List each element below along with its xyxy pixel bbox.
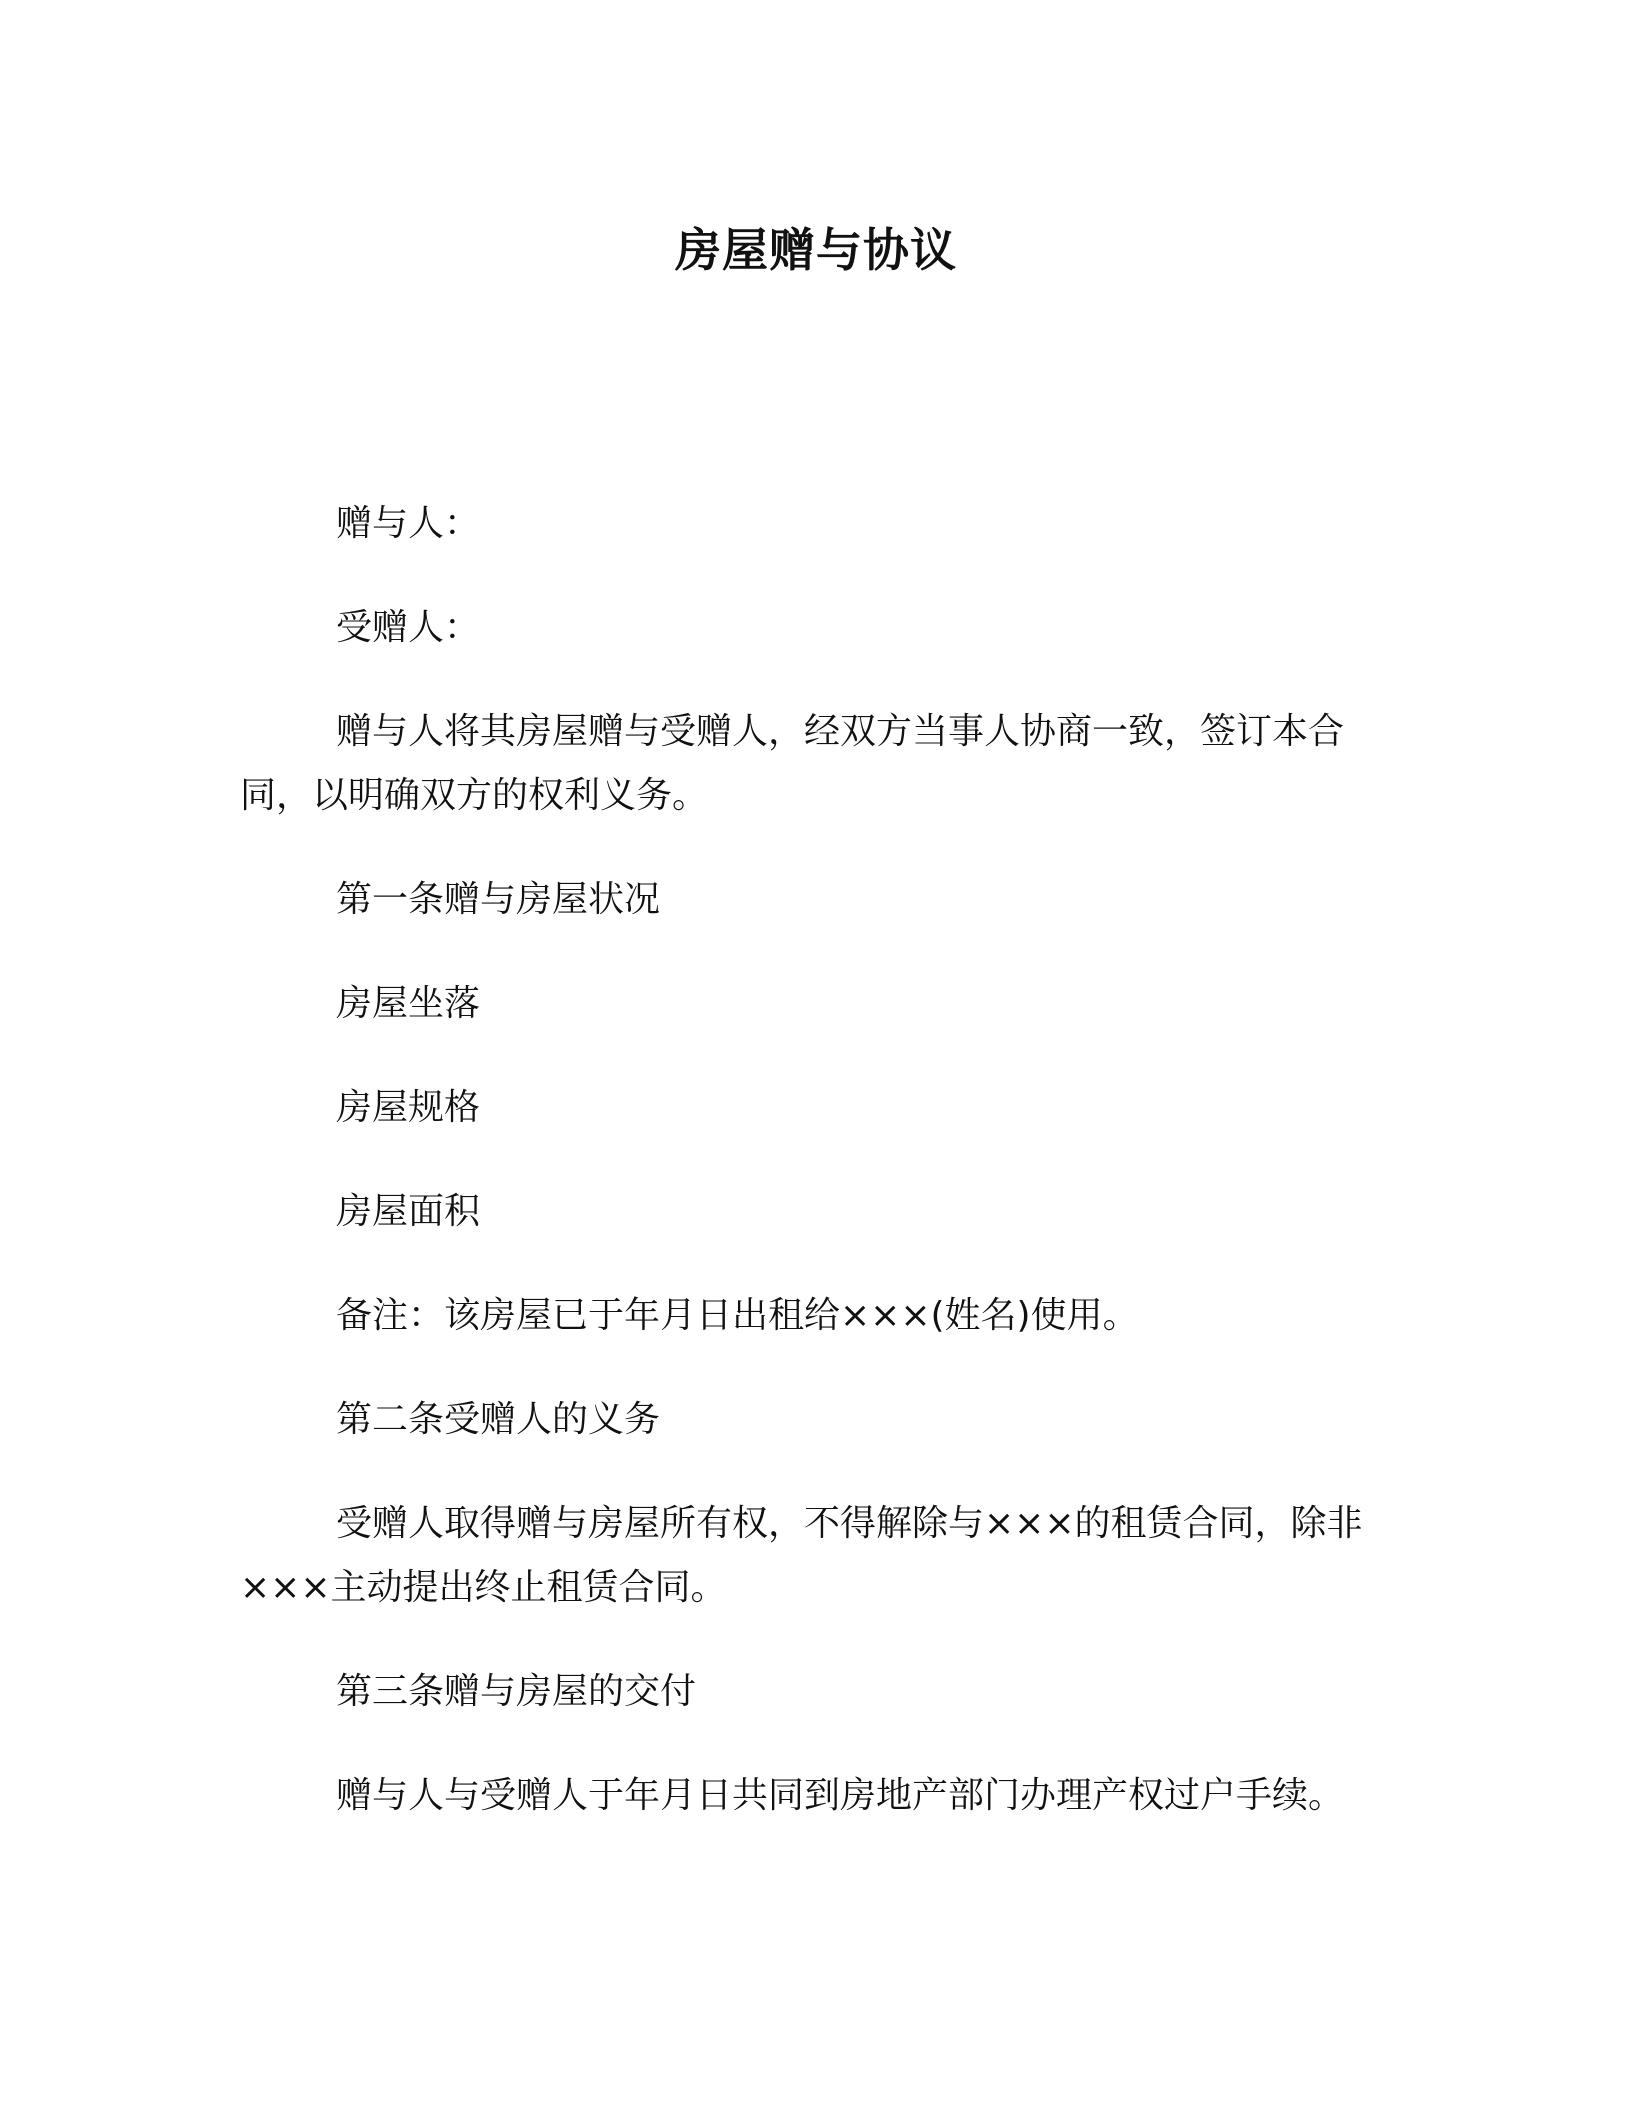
house-area-line: 房屋面积 (336, 1191, 481, 1232)
article-3-paragraph: 赠与人与受赠人于年月日共同到房地产部门办理产权过户手续。 (336, 1775, 1345, 1816)
donee-line: 受赠人： (336, 607, 481, 648)
house-location-line: 房屋坐落 (336, 983, 481, 1024)
article-1-heading: 第一条赠与房屋状况 (336, 879, 661, 920)
document-body (240, 492, 1380, 1868)
article-2-heading: 第二条受赠人的义务 (336, 1399, 661, 1440)
intro-paragraph: 赠与人将其房屋赠与受赠人，经双方当事人协商一致，签订本合同，以明确双方的权利义务。 (240, 711, 1345, 816)
remark-line: 备注：该房屋已于年月日出租给×××(姓名)使用。 (336, 1295, 1139, 1336)
article-3-heading: 第三条赠与房屋的交付 (336, 1671, 697, 1712)
document-title: 房屋赠与协议 (675, 223, 957, 277)
donor-line: 赠与人： (336, 503, 481, 544)
article-2-paragraph: 受赠人取得赠与房屋所有权，不得解除与×××的租赁合同，除非×××主动提出终止租赁合同。 (240, 1503, 1363, 1608)
house-specification-line: 房屋规格 (336, 1087, 481, 1128)
